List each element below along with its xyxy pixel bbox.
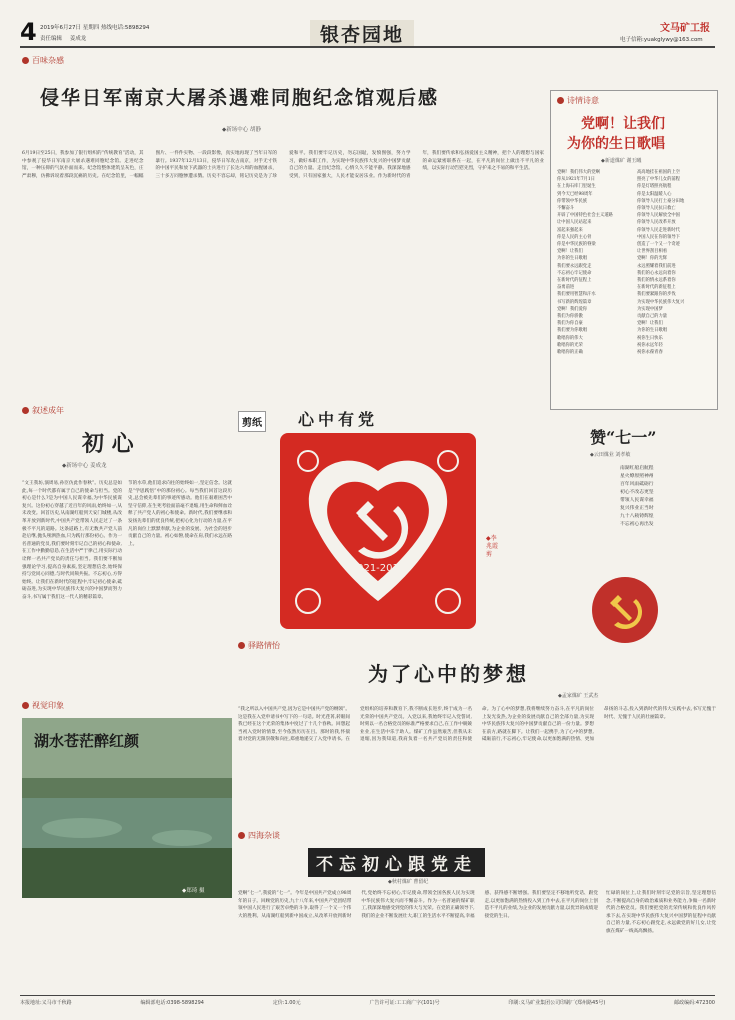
dream-title: 为了心中的梦想 <box>368 662 529 686</box>
chu-xin-body: “文王我坊,演周易,孙臣仿此作春秋”。历史总是如此,每一个时代都有属于自己的使命与担当。党的初心是什么?是为中国人民谋幸福,为中华民族谋复兴。这份初心穿越了近百年的风雨,始终如一,从未改变。回首历史,从南湖红船到天安门城楼,从改革开放到新时代,中国共产党带领人民走过了一条极不平凡的道路。这条道路上,有无数共产党人前赴后继,抛头颅洒热血,只为践行那份初心。作为一名普通的党员,我们要时刻牢记自己的初心和使命,在工作中勤勤恳恳,在生活中严于律己,用实际行动诠释一名共产党员的责任与担当。我们要不断加强理论学习,提高自身素质,坚定理想信念,始终保持与党同心同德,与时代同频共振。不忘初心,方得始终。让我们在新时代的征程中,牢记初心使命,砥砺奋进,为实现中华民族伟大复兴的中国梦而努力奋斗,书写属于我们这一代人的精彩篇章。 <box>22 481 122 600</box>
top-article-body: 6月19日至25日，我参加了银行组织的“传统教育”活动，其中参观了侵华日军南京大屠杀遇难同胞纪念馆。走进纪念馆，一种压抑的气氛扑面而来。纪念馆整体建筑呈灰色，庄严肃穆，仿佛诉说着那段沉痛的历史。在纪念馆里，一幅幅图片、一件件实物、一段段影像，真实地再现了当年日军的暴行。1937年12月13日，侵华日军攻占南京，对手无寸铁的中国平民和放下武器的士兵进行了长达六周的血腥屠杀，三十多万同胞惨遭杀戮。历史不容忘却，铭记历史是为了珍爱和平。我们要牢记历史，勿忘国耻，发愤图强，努力学习，做好本职工作，为实现中华民族伟大复兴的中国梦贡献自己的力量。走出纪念馆，心情久久不能平静。我深深地感受到，只有国家强大，人民才能安居乐业。作为新时代的青年，我们要传承和弘扬爱国主义精神，把个人的理想与国家的命运紧密联系在一起，在平凡的岗位上做出不平凡的业绩，以实际行动告慰先烈，守护来之不易的和平生活。 <box>22 151 544 179</box>
papercut-title: 心中有党 <box>298 410 379 429</box>
bu-wang-title: 不忘初心跟党走 <box>308 848 485 877</box>
photo-section <box>22 700 232 910</box>
footer-postcode: 邮政编码:472300 <box>674 1000 715 1006</box>
dream-byline: ◆孟家煤矿 王武杰 <box>558 693 599 699</box>
emblem-background <box>592 577 658 643</box>
bu-wang-byline: ◆秋村煤矿 曹留纪 <box>388 879 429 885</box>
papercut-caption: ◆李兆霞 剪 <box>486 535 499 558</box>
tag-bullet-icon <box>557 97 564 104</box>
qi-yi-title: 赞“七一” <box>590 428 657 447</box>
bu-wang-article <box>238 830 718 995</box>
bu-wang-body: 党啊“七一”,我爱的“七一”。今年是中国共产党成立98周年的日子。回顾党的历史,九十八年来,中国共产党团结带领中国人民进行了艰苦卓绝的斗争,取得了一个又一个伟大的胜利。从南湖红船到新中国成立,从改革开放到新时代,党始终不忘初心,牢记使命,带领全国各族人民为实现中华民族伟大复兴而不懈奋斗。作为一名普通的煤矿职工,我深深地感受到党的伟大与光荣。在党的正确领导下,我们的企业不断发展壮大,职工的生活水平不断提高,幸福感、获得感不断增强。我们要坚定不移地听党话、跟党走,以更加饱满的热情投入到工作中去,在平凡的岗位上创造不平凡的业绩,为企业的发展贡献力量,以优异的成绩迎接党的生日。 <box>238 891 598 919</box>
papercut-year: 1921-2019 <box>350 563 406 574</box>
poem-title-line2: 为你的生日歌唱 <box>567 136 665 152</box>
section-title: 银杏园地 <box>310 20 414 47</box>
qi-yi-byline: ◆云田煤业 刘孝敏 <box>590 452 631 458</box>
chu-xin-byline: ◆新场中心 姜成龙 <box>62 463 107 469</box>
chu-xin-article <box>22 405 232 665</box>
top-article-byline: ◆新场中心 胡静 <box>222 127 261 133</box>
footer-price: 定价:1.00元 <box>272 1000 301 1006</box>
page-header <box>20 18 715 50</box>
poem-box-tag-text: 诗情诗意 <box>567 96 599 105</box>
poem-col-1: 党啊！我们伟大的党啊 你从1921年7月1日 在上海石库门里诞生 到今天已经98周年 你带领中华民族 不懈奋斗 开辟了中国特色社会主义道路 让中国人民站起来 富起来强起来 你是人民的主心骨 你是中华民族的脊梁 党啊！让我们 为你的生日歌唱 我们要永远跟党走 不忘初心牢记使命 在新时代的征程上 奋勇前进 我们要用智慧和汗水 书写新的辉煌篇章 党啊！我们爱你 我们为你骄傲 我们为你自豪 我们要为你歌唱 歌唱你的伟大 歌唱你的光荣 歌唱你的正确 <box>557 170 613 356</box>
tag-bullet-icon <box>238 832 245 839</box>
papercut-box <box>238 405 540 635</box>
poem-col-2: 高高地挂在祖国的上空 照亮了中华儿女的前程 你是灯塔照亮航程 你是太阳温暖人心 你领导人民打土豪分田地 你领导人民抗日救亡 你领导人民解放全中国 你领导人民改革开放 你领导人民走进新时代 中国人民在你的领导下 创造了一个又一个奇迹 让世界刮目相看 党啊！你的光辉 永远照耀着我们前进 我们的心永远向着你 我们的情永远系着你 在新时代的新征程上 我们要紧跟你的步伐 为实现中华民族伟大复兴 为实现中国梦 贡献自己的力量 党啊！让我们 为你的生日歌唱 祝你生日快乐 祝你永远年轻 祝你永葆青春 <box>637 170 685 356</box>
chu-xin-title: 初 心 <box>82 431 134 457</box>
chu-xin-body-2: 节的水草,他们追求向往的始终如一,坚定信念。这就是“学思践悟”中的那份初心。每当我们回首这段历史,总会被先辈们的事迹所感动。他们在艰难困苦中坚守信仰,在生死考验面前毫不退缩,用生命和鲜血诠释了共产党人的初心和使命。新时代,我们要继承和发扬先辈们的优良传统,把初心化为行动的力量,在平凡的岗位上默默奉献,为企业的发展、为社会的进步贡献自己的力量。初心如磐,使命在肩,我们永远在路上。 <box>128 481 232 547</box>
tag-bullet-icon <box>238 642 245 649</box>
bu-wang-body-2: 忙碌的岗位上,让我们时刻牢记党的宗旨,坚定理想信念,不断提高自身的政治素质和业务能力,争做一名新时代的合格党员。我们要把党的光荣传统和优良作风传承下去,在实现中华民族伟大复兴中国梦的征程中贡献自己的力量,不忘初心跟党走,永远做党的好儿女,让党旗在煤矿一线高高飘扬。 <box>606 891 716 934</box>
date-line: 2019年6月27日 星期四 热线电话:5898294 <box>40 25 150 31</box>
footer-phone: 编辑部电话:0398-5898294 <box>140 1000 204 1006</box>
tag-bullet-icon <box>22 57 29 64</box>
header-rule <box>20 46 715 48</box>
chu-xin-tag <box>22 405 64 416</box>
page-number: 4 <box>20 18 37 46</box>
papercut-label: 剪纸 <box>238 411 266 432</box>
dream-tag-text: 驿路情怡 <box>248 641 280 650</box>
top-article-headline: 侵华日军南京大屠杀遇难同胞纪念馆观后感 <box>40 87 440 109</box>
poem-box-tag <box>557 95 599 106</box>
chu-xin-tag-text: 叙述成年 <box>32 406 64 415</box>
top-article-tag <box>22 55 64 66</box>
poem-title-line1: 党啊！让我们 <box>581 116 665 132</box>
email-label: 电子信箱:yuakglywy@163.com <box>620 37 703 43</box>
footer-printer: 印刷:义马矿业集团公司印刷厂(郑州路45号) <box>508 1000 606 1006</box>
editor-line <box>40 34 86 42</box>
poem-box <box>550 90 718 410</box>
footer-rule <box>20 995 715 996</box>
dream-body: “我之所以入中国共产党,因为它是中国共产党的纲领”。这是我在入党申请书中写下的一句话。时光荏苒,转眼间我已经在这个光荣的集体中度过了十几个春秋。回想起当初入党时的情景,至今依然历历在目。那时的我,怀揣着对党的无限崇敬和向往,郑重地递交了入党申请书。在党组织的培养和教育下,我不断成长进步,终于成为一名光荣的中国共产党员。入党以来,我始终牢记入党誓词,时刻以一名合格党员的标准严格要求自己,在工作中兢兢业业,在生活中乐于助人。煤矿工作虽然艰苦,但我从未退缩,因为我知道,我肩负着一名共产党员的责任和使命。为了心中的梦想,我将继续努力奋斗,在平凡的岗位上发光发热,为企业的发展贡献自己的全部力量,为实现中华民族伟大复兴的中国梦贡献自己的一份力量。梦想在前方,路就在脚下。让我们一起携手,为了心中的梦想,砥砺前行,不忘初心,牢记使命,以更加饱满的热情、更加昂扬的斗志,投入到新时代的伟大实践中去,书写无愧于时代、无愧于人民的壮丽篇章。 <box>238 707 716 743</box>
top-article-tag-text: 百味杂感 <box>32 56 64 65</box>
footer <box>20 999 715 1011</box>
tag-bullet-icon <box>22 407 29 414</box>
qi-yi-box <box>550 425 718 645</box>
editor-label: 责任编辑 <box>40 36 63 42</box>
party-emblem-image <box>590 575 660 645</box>
footer-address: 本报地址:义马市千秋路 <box>20 1000 72 1006</box>
top-article <box>22 55 544 385</box>
tag-bullet-icon <box>22 702 29 709</box>
dream-article <box>238 640 718 830</box>
papercut-image <box>278 431 478 631</box>
photo-credit: ◆郑琦 摄 <box>182 888 205 894</box>
bu-wang-tag-text: 四海杂谈 <box>248 831 280 840</box>
photo-title: 湖水苍茫醉红颜 <box>34 732 140 750</box>
photo-tag <box>22 700 64 711</box>
poem-box-byline: ◆新道煤矿 谢玉曦 <box>601 158 642 164</box>
qi-yi-poem: 南湖红船启航程 星火燎原照神州 百年风雨砥砺行 初心不改志更坚 带领人民谋幸福 复兴伟业正当时 九十八载铸辉煌 不忘初心再出发 <box>620 466 654 527</box>
photo-tag-text: 视觉印象 <box>32 701 64 710</box>
editor-name: 姜成龙 <box>69 36 87 42</box>
bu-wang-tag <box>238 830 280 841</box>
dream-tag <box>238 640 280 651</box>
newspaper-name: 文马矿工报 <box>660 23 710 34</box>
footer-license: 广告许可证:工工商广字(101)号 <box>369 1000 440 1006</box>
